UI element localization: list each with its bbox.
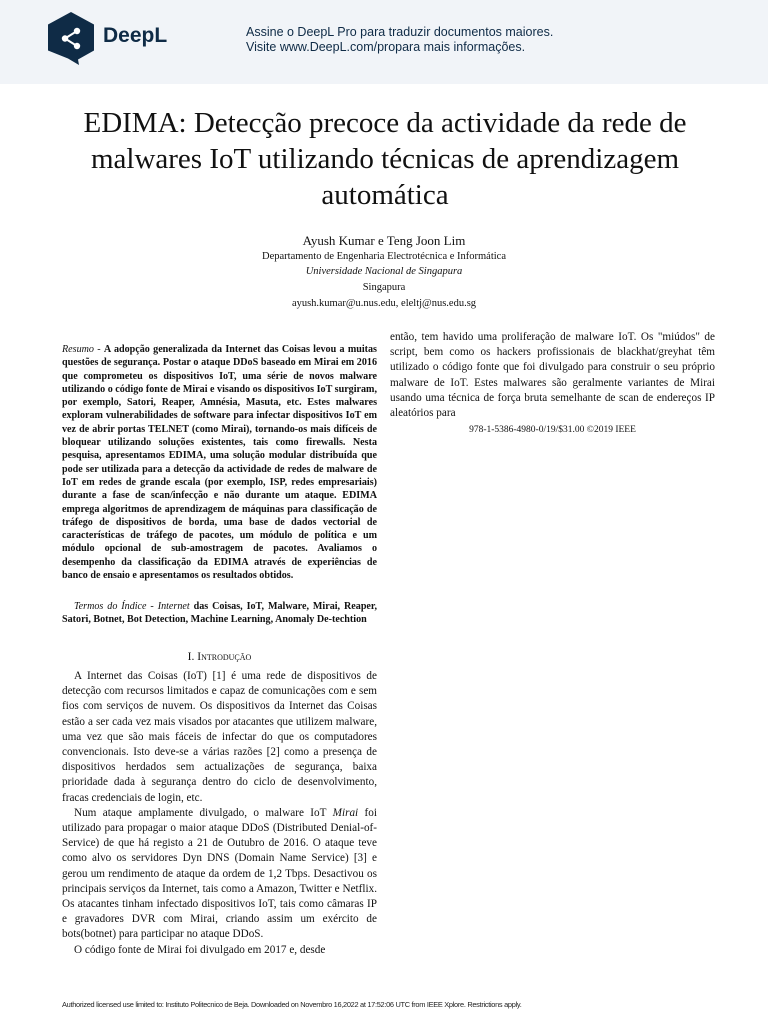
index-terms-text: das Coisas, IoT, Malware, Mirai, Reaper, Satori, Botnet, Bot Detection, Machine Learning, Anomaly De-techtion xyxy=(62,601,377,626)
deepl-pro-link[interactable]: www.DeepL.com/pro xyxy=(279,40,396,54)
promo-prefix: Visite xyxy=(246,40,280,54)
paper-authors: Ayush Kumar e Teng Joon Lim xyxy=(302,233,466,248)
para2-rest: foi utilizado para propagar o maior ataque DDoS (Distributed Denial-of- Service) de que há registo a 21 de Outubro de 2016. O ataque teve como alvo os servidores Dyn DNS (Domain Name Service) [3] e gerou um rendimento de ataque da ordem de 1,2 Tbps. Desactivou os principais serviços da Internet, tais como a Amazon, Twitter e Netflix. Os atacantes tinham infectado dispositivos IoT, tais como câmaras IP e gravadores DVR com Mirai, criando assim um exército de bots(botnet) para participar no ataque DDoS. xyxy=(62,806,377,941)
abstract xyxy=(62,343,377,582)
promo-suffix: para mais informações. xyxy=(395,40,526,54)
index-terms-lead: Termos do Índice - Internet xyxy=(74,601,194,612)
intro-body xyxy=(62,669,377,958)
abstract-lead: Resumo - xyxy=(62,344,104,355)
deepl-logo-text: DeepL xyxy=(103,24,168,47)
index-terms xyxy=(62,600,377,627)
author-department: Departamento de Engenharia Electrotécnica e Informática xyxy=(262,251,506,262)
right-column-text: então, tem havido uma proliferação de malware IoT. Os "miúdos" de script, bem como os hackers profissionais de blackhat/greyhat têm utilizado o código fonte que foi divulgado para construir o seu próprio malware de IoT. Estes malwares são geralmente variantes de Mirai usando uma técnica de força bruta semelhante de scan de endereços IP aleatórios para xyxy=(390,331,715,420)
para2-start: Num ataque amplamente divulgado, o malware IoT xyxy=(74,806,333,819)
intro-paragraph-3: O código fonte de Mirai foi divulgado em 2017 e, desde xyxy=(74,943,326,956)
section-title: Introdução xyxy=(197,651,252,663)
deepl-banner xyxy=(0,0,768,84)
author-university: Universidade Nacional de Singapura xyxy=(305,266,463,277)
mirai-italic: Mirai xyxy=(332,806,359,819)
promo-line-1: Assine o DeepL Pro para traduzir documentos maiores. xyxy=(246,25,554,39)
license-footer: Authorized licensed use limited to: Instituto Politecnico de Beja. Downloaded on Novembro 16,2022 at 17:52:06 UTC from IEEE Xplore. Restrictions apply. xyxy=(62,1000,522,1009)
abstract-text: A adopção generalizada da Internet das Coisas levou a muitas questões de segurança. Postar o ataque DDoS baseado em Mirai em 2016 que comprometeu os dispositivos IoT, uma série de novos malware utilizando o código fonte de Mirai e visando os dispositivos IoT surgiram, por exemplo, Satori, Reaper, Amnésia, Masuta, etc. Estes malwares exploram vulnerabilidades de software para infectar dispositivos IoT em vez de abrir portas TELNET (como Mirai), tornando-os mais difíceis de bloquear utilizando soluções existentes, tais como firewalls. Nesta pesquisa, apresentamos EDIMA, uma solução modular distribuída que pode ser utilizada para a detecção da actividade de redes de malware de IoT em redes de grande escala (por exemplo, ISP, redes empresariais) durante a fase de scan/infecção e não durante um ataque. EDIMA emprega algoritmos de aprendizagem de máquinas para classificação de tráfego de dispositivos de borda, uma base de dados vectorial de características de tráfego de pacotes, um módulo de política e um módulo opcional de sub-amostragem de pacotes. Avaliamos o desempenho da classificação da EDIMA através de experiências de banco de ensaio e apresentamos os resultados obtidos. xyxy=(62,344,377,582)
paper-title: EDIMA: Detecção precoce da actividade da rede de malwares IoT utilizando técnicas de aprendizagem automática xyxy=(83,107,687,211)
copyright-notice: 978-1-5386-4980-0/19/$31.00 ©2019 IEEE xyxy=(469,425,636,435)
author-emails: ayush.kumar@u.nus.edu, eleltj@nus.edu.sg xyxy=(291,298,477,309)
author-city: Singapura xyxy=(362,282,406,293)
section-number: I. xyxy=(187,651,195,663)
promo-message xyxy=(246,25,553,55)
promo-line-2 xyxy=(246,40,553,55)
intro-paragraph-1: A Internet das Coisas (IoT) [1] é uma rede de dispositivos de detecção com recursos limitados e capaz de comunicações com e sem fios com serviços de nuvem. Os dispositivos da Internet das Coisas estão a ser cada vez mais visados por atacantes que utilizem malware, uma vez que são mais fáceis de infectar do que os computadores convencionais. Isto deve-se a várias razões [2] como a presença de dispositivos herdados sem actualizações de segurança, baixa prioridade dada à segurança dentro do ciclo de desenvolvimento, fracas credenciais de login, etc. xyxy=(62,670,377,804)
deepl-logo-icon xyxy=(46,11,96,66)
section-heading xyxy=(62,651,377,663)
intro-paragraph-2 xyxy=(62,806,377,943)
